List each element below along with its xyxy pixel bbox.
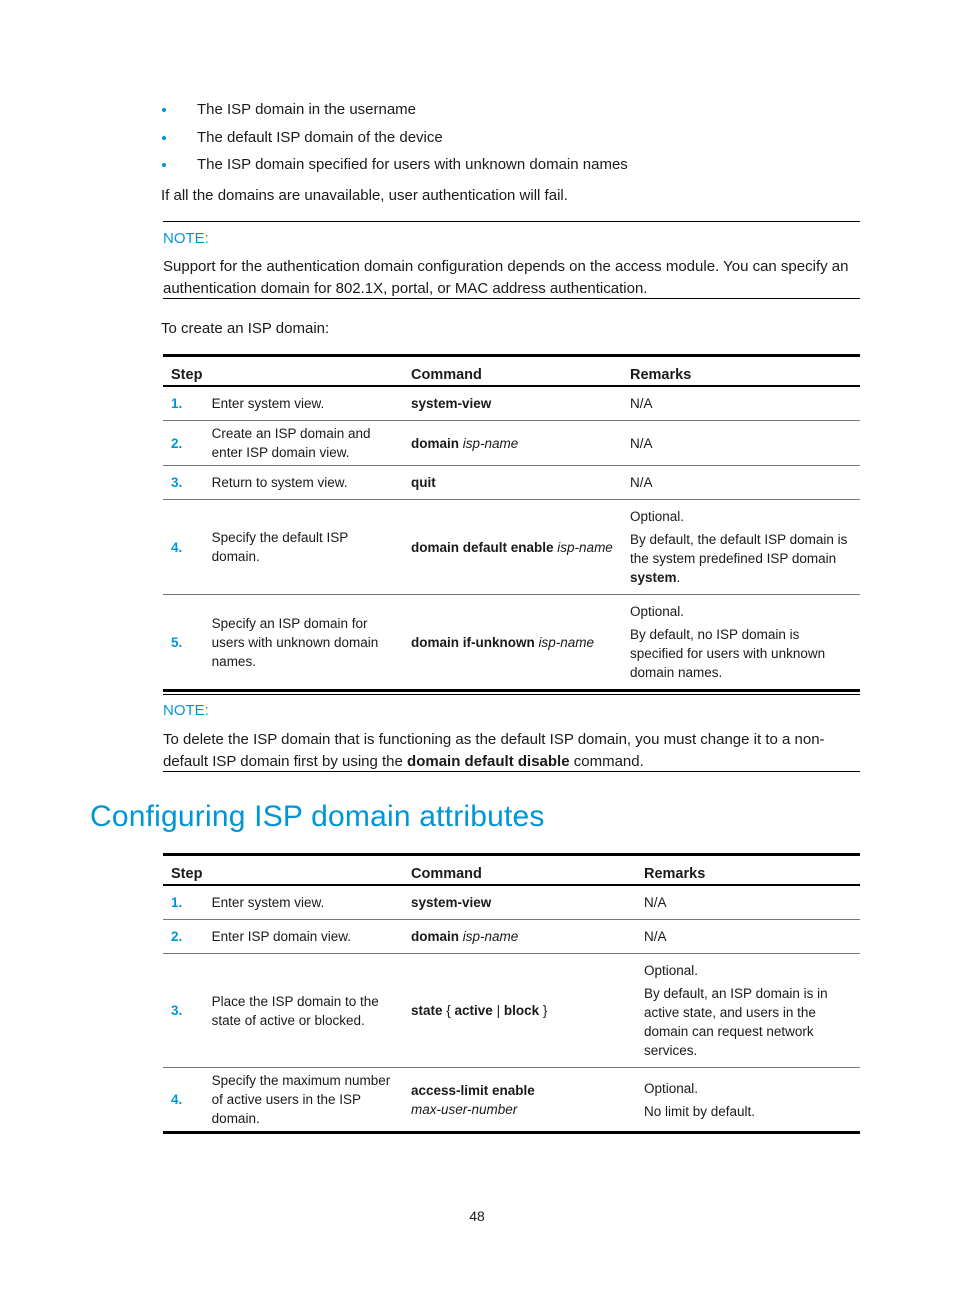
table-row — [163, 595, 860, 691]
bullet-list — [160, 100, 628, 183]
step-command: state { active | block } — [403, 954, 636, 1068]
table-row — [163, 954, 860, 1068]
list-item: The ISP domain specified for users with unknown domain names — [160, 155, 628, 183]
step-remarks — [622, 386, 860, 421]
command-argument: max-user-number — [411, 1101, 518, 1117]
command-keyword: state — [411, 1003, 443, 1018]
step-number: 4. — [163, 500, 204, 595]
command-keyword: system-view — [411, 895, 492, 910]
note-label: NOTE: — [163, 702, 209, 719]
table-header-row — [163, 356, 860, 387]
list-item: The default ISP domain of the device — [160, 128, 628, 156]
note-label: NOTE: — [163, 230, 209, 247]
table-row — [163, 466, 860, 500]
step-description: Place the ISP domain to the state of active or blocked. — [204, 954, 403, 1068]
step-description: Specify the maximum number of active users in the ISP domain. — [204, 1068, 403, 1133]
fail-paragraph: If all the domains are unavailable, user authentication will fail. — [161, 187, 568, 204]
step-number: 1. — [163, 885, 204, 920]
step-command — [403, 386, 622, 421]
remark-line: By default, no ISP domain is specified for users with unknown domain names. — [630, 627, 826, 680]
step-command — [403, 885, 636, 920]
table-row — [163, 1068, 860, 1133]
step-remarks — [622, 466, 860, 500]
list-item: The ISP domain in the username — [160, 100, 628, 128]
step-command — [403, 500, 622, 595]
table-row — [163, 885, 860, 920]
command-keyword: domain default enable — [411, 539, 554, 555]
intro-paragraph: To create an ISP domain: — [161, 320, 330, 337]
step-command — [403, 466, 622, 500]
create-domain-table — [163, 354, 860, 692]
command-argument: isp-name — [557, 539, 613, 555]
remark-line: N/A — [644, 929, 667, 944]
step-description: Return to system view. — [204, 466, 403, 500]
table-row — [163, 421, 860, 466]
command-argument: isp-name — [538, 634, 595, 650]
table-row — [163, 500, 860, 595]
remark-line: N/A — [630, 396, 653, 411]
step-number: 2. — [163, 920, 204, 954]
page-number: 48 — [469, 1208, 485, 1224]
bullet-icon — [162, 163, 166, 167]
step-description: Enter system view. — [204, 885, 403, 920]
remark-line: N/A — [630, 435, 653, 451]
command-keyword: domain — [411, 435, 460, 451]
step-command — [403, 421, 622, 466]
step-remarks — [636, 920, 860, 954]
note-divider — [163, 221, 860, 222]
table-header-row — [163, 855, 860, 886]
step-command — [403, 595, 622, 691]
header-remarks: Remarks — [622, 356, 860, 387]
step-remarks — [622, 500, 860, 595]
header-command: Command — [403, 855, 636, 886]
remark-line: Optional. — [630, 604, 685, 619]
table-row — [163, 386, 860, 421]
step-remarks — [636, 885, 860, 920]
command-argument: isp-name — [462, 929, 519, 944]
note-divider — [163, 298, 860, 299]
remark-line: No limit by default. — [644, 1103, 756, 1119]
step-number: 2. — [163, 421, 204, 466]
command-keyword: access-limit enable — [411, 1082, 535, 1098]
step-number: 3. — [163, 466, 204, 500]
step-command — [403, 920, 636, 954]
header-command: Command — [403, 356, 622, 387]
command-keyword: block — [503, 1003, 540, 1018]
step-description: Enter ISP domain view. — [204, 920, 403, 954]
bullet-icon — [162, 108, 166, 112]
command-argument: isp-name — [462, 435, 519, 451]
table-row — [163, 920, 860, 954]
step-description: Specify the default ISP domain. — [204, 500, 403, 595]
domain-attributes-table — [163, 853, 860, 1134]
step-remarks — [636, 954, 860, 1068]
step-number: 1. — [163, 386, 204, 421]
command-keyword: active — [454, 1003, 493, 1018]
step-remarks — [636, 1068, 860, 1133]
step-number: 3. — [163, 954, 204, 1068]
step-command — [403, 1068, 636, 1133]
remark-keyword: system — [630, 570, 677, 585]
remark-line: By default, the default ISP domain is the system predefined ISP domain system. — [630, 532, 848, 585]
command-keyword: domain — [411, 929, 460, 944]
remark-line: N/A — [630, 475, 653, 490]
note-divider — [163, 694, 860, 695]
command-keyword: system-view — [411, 396, 492, 411]
note-divider — [163, 771, 860, 772]
step-description: Specify an ISP domain for users with unknown domain names. — [204, 595, 403, 691]
step-remarks — [622, 595, 860, 691]
remark-line: Optional. — [630, 509, 685, 524]
command-keyword: quit — [411, 475, 436, 490]
step-number: 4. — [163, 1068, 204, 1133]
step-description: Enter system view. — [204, 386, 403, 421]
remark-line: Optional. — [644, 1080, 699, 1096]
step-remarks — [622, 421, 860, 466]
remark-line: Optional. — [644, 963, 699, 978]
remark-line: N/A — [644, 895, 667, 910]
header-remarks: Remarks — [636, 855, 860, 886]
command-keyword: domain if-unknown — [411, 634, 535, 650]
step-description: Create an ISP domain and enter ISP domain view. — [204, 421, 403, 466]
step-number: 5. — [163, 595, 204, 691]
header-step: Step — [163, 855, 403, 886]
remark-line: By default, an ISP domain is in active state, and users in the domain can request network services. — [644, 986, 828, 1058]
section-heading: Configuring ISP domain attributes — [90, 800, 545, 833]
note-text: Support for the authentication domain configuration depends on the access module. You can specify an authentication domain for 802.1X, portal, or MAC address authentication. — [163, 258, 849, 297]
bullet-icon — [162, 136, 166, 140]
header-step: Step — [163, 356, 403, 387]
note-text: To delete the ISP domain that is functioning as the default ISP domain, you must change it to a non-default ISP domain first by using the domain default disable command. — [163, 731, 825, 770]
